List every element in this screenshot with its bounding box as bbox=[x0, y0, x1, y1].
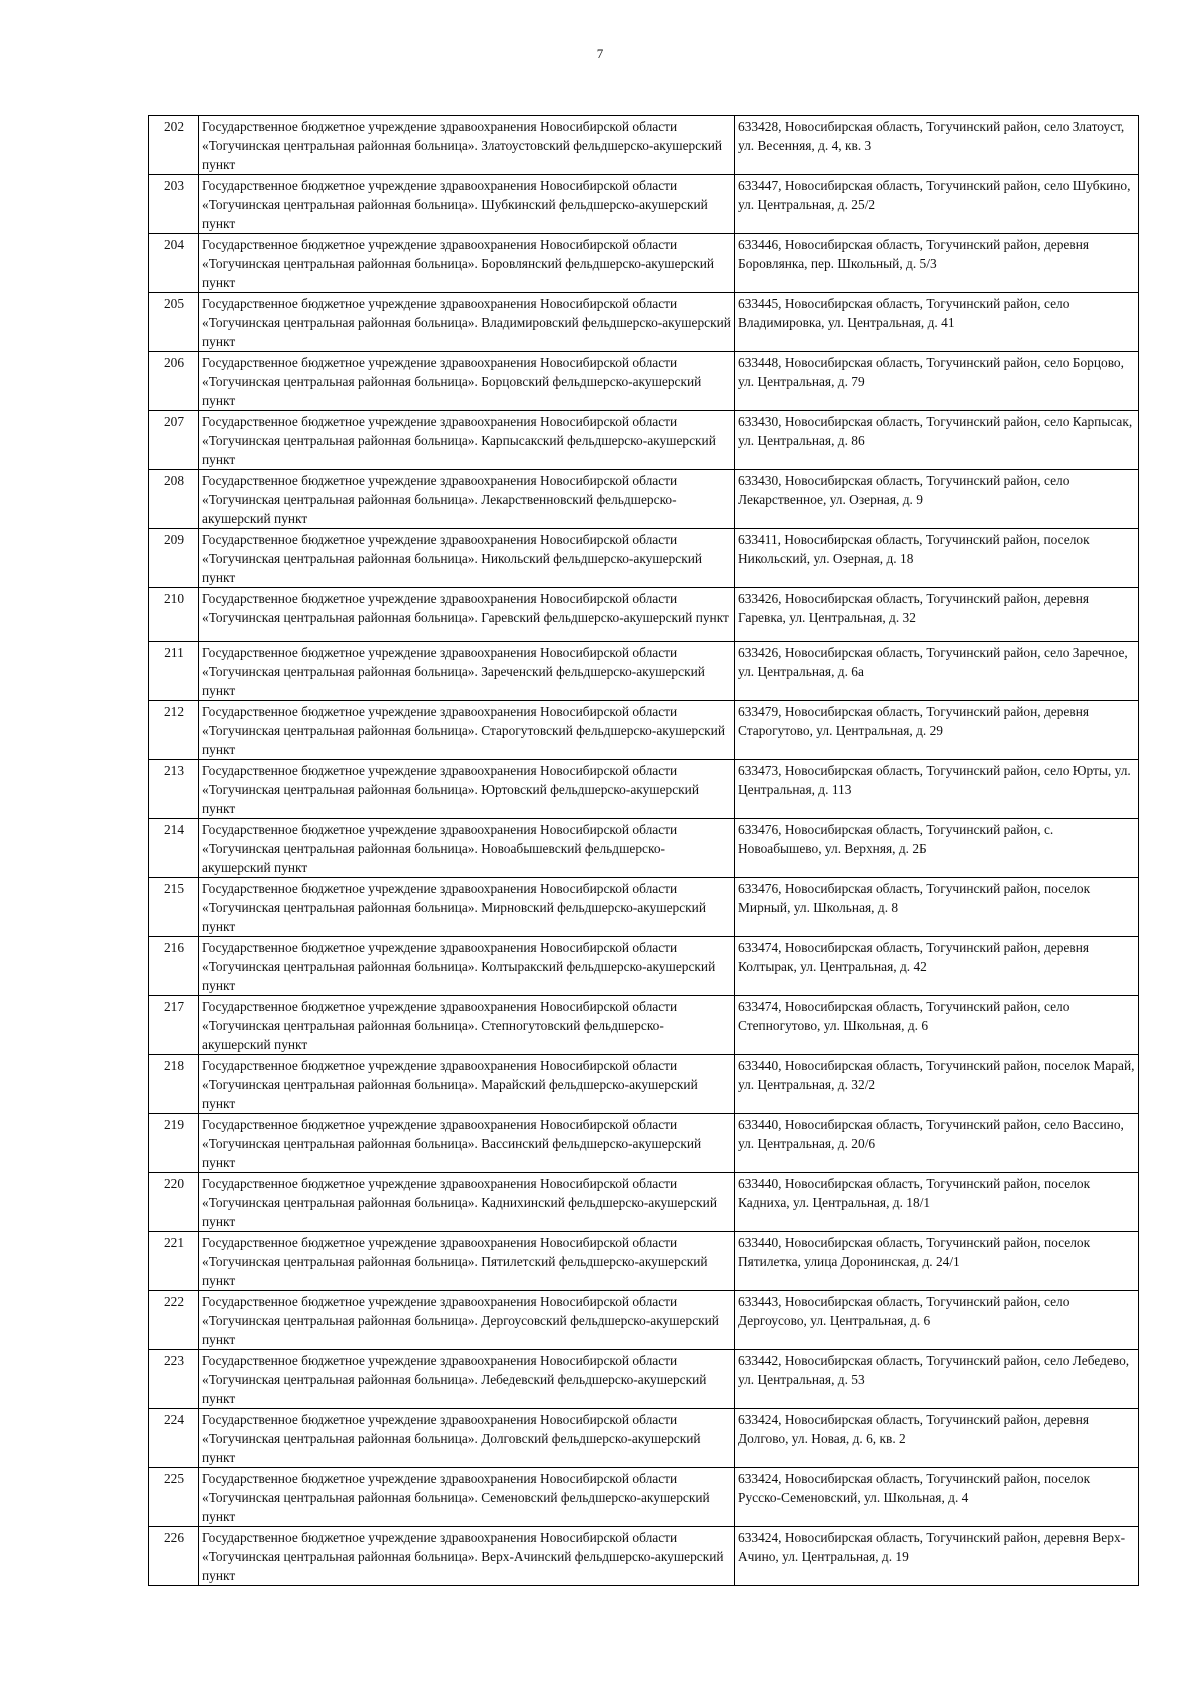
facility-address: 633473, Новосибирская область, Тогучинский район, село Юрты, ул. Центральная, д. 113 bbox=[735, 760, 1139, 819]
facility-name: Государственное бюджетное учреждение здравоохранения Новосибирской области «Тогучинская центральная районная больница». Каднихинский фельдшерско-акушерский пункт bbox=[199, 1173, 735, 1232]
row-number: 204 bbox=[149, 234, 199, 293]
table-row bbox=[149, 642, 1139, 701]
facility-name: Государственное бюджетное учреждение здравоохранения Новосибирской области «Тогучинская центральная районная больница». Семеновский фельдшерско-акушерский пункт bbox=[199, 1468, 735, 1527]
facility-address: 633440, Новосибирская область, Тогучинский район, поселок Пятилетка, улица Доронинская, д. 24/1 bbox=[735, 1232, 1139, 1291]
facility-address: 633428, Новосибирская область, Тогучинский район, село Златоуст, ул. Весенняя, д. 4, кв. 3 bbox=[735, 116, 1139, 175]
row-number: 205 bbox=[149, 293, 199, 352]
facility-name: Государственное бюджетное учреждение здравоохранения Новосибирской области «Тогучинская центральная районная больница». Борцовский фельдшерско-акушерский пункт bbox=[199, 352, 735, 411]
row-number: 213 bbox=[149, 760, 199, 819]
row-number: 220 bbox=[149, 1173, 199, 1232]
row-number: 221 bbox=[149, 1232, 199, 1291]
table-row bbox=[149, 470, 1139, 529]
facility-name: Государственное бюджетное учреждение здравоохранения Новосибирской области «Тогучинская центральная районная больница». Старогутовский фельдшерско-акушерский пункт bbox=[199, 701, 735, 760]
facility-name: Государственное бюджетное учреждение здравоохранения Новосибирской области «Тогучинская центральная районная больница». Лекарственновский фельдшерско-акушерский пункт bbox=[199, 470, 735, 529]
facility-name: Государственное бюджетное учреждение здравоохранения Новосибирской области «Тогучинская центральная районная больница». Дергоусовский фельдшерско-акушерский пункт bbox=[199, 1291, 735, 1350]
facility-name: Государственное бюджетное учреждение здравоохранения Новосибирской области «Тогучинская центральная районная больница». Боровлянский фельдшерско-акушерский пункт bbox=[199, 234, 735, 293]
facility-address: 633430, Новосибирская область, Тогучинский район, село Лекарственное, ул. Озерная, д. 9 bbox=[735, 470, 1139, 529]
row-number: 224 bbox=[149, 1409, 199, 1468]
facility-name: Государственное бюджетное учреждение здравоохранения Новосибирской области «Тогучинская центральная районная больница». Марайский фельдшерско-акушерский пункт bbox=[199, 1055, 735, 1114]
facility-address: 633440, Новосибирская область, Тогучинский район, село Вассино, ул. Центральная, д. 20/6 bbox=[735, 1114, 1139, 1173]
table-row bbox=[149, 1527, 1139, 1586]
table-row bbox=[149, 529, 1139, 588]
table-row bbox=[149, 588, 1139, 642]
facility-address: 633474, Новосибирская область, Тогучинский район, село Степногутово, ул. Школьная, д. 6 bbox=[735, 996, 1139, 1055]
table-row bbox=[149, 1114, 1139, 1173]
table-row bbox=[149, 411, 1139, 470]
table-row bbox=[149, 701, 1139, 760]
facility-address: 633430, Новосибирская область, Тогучинский район, село Карпысак, ул. Центральная, д. 86 bbox=[735, 411, 1139, 470]
row-number: 202 bbox=[149, 116, 199, 175]
facility-name: Государственное бюджетное учреждение здравоохранения Новосибирской области «Тогучинская центральная районная больница». Колтыракский фельдшерско-акушерский пункт bbox=[199, 937, 735, 996]
row-number: 212 bbox=[149, 701, 199, 760]
row-number: 216 bbox=[149, 937, 199, 996]
row-number: 208 bbox=[149, 470, 199, 529]
facility-name: Государственное бюджетное учреждение здравоохранения Новосибирской области «Тогучинская центральная районная больница». Новоабышевский фельдшерско-акушерский пункт bbox=[199, 819, 735, 878]
row-number: 206 bbox=[149, 352, 199, 411]
table-row bbox=[149, 937, 1139, 996]
facility-address: 633479, Новосибирская область, Тогучинский район, деревня Старогутово, ул. Центральная, д. 29 bbox=[735, 701, 1139, 760]
facility-address: 633448, Новосибирская область, Тогучинский район, село Борцово, ул. Центральная, д. 79 bbox=[735, 352, 1139, 411]
row-number: 214 bbox=[149, 819, 199, 878]
table-row bbox=[149, 293, 1139, 352]
facility-name: Государственное бюджетное учреждение здравоохранения Новосибирской области «Тогучинская центральная районная больница». Никольский фельдшерско-акушерский пункт bbox=[199, 529, 735, 588]
table-row bbox=[149, 1055, 1139, 1114]
row-number: 218 bbox=[149, 1055, 199, 1114]
table-row bbox=[149, 1468, 1139, 1527]
table-row bbox=[149, 760, 1139, 819]
row-number: 209 bbox=[149, 529, 199, 588]
facility-address: 633443, Новосибирская область, Тогучинский район, село Дергоусово, ул. Центральная, д. 6 bbox=[735, 1291, 1139, 1350]
facility-address: 633424, Новосибирская область, Тогучинский район, деревня Долгово, ул. Новая, д. 6, кв. 2 bbox=[735, 1409, 1139, 1468]
facility-name: Государственное бюджетное учреждение здравоохранения Новосибирской области «Тогучинская центральная районная больница». Мирновский фельдшерско-акушерский пункт bbox=[199, 878, 735, 937]
row-number: 211 bbox=[149, 642, 199, 701]
page-number: 7 bbox=[596, 46, 604, 61]
table-row bbox=[149, 996, 1139, 1055]
facility-address: 633446, Новосибирская область, Тогучинский район, деревня Боровлянка, пер. Школьный, д. 5/3 bbox=[735, 234, 1139, 293]
facility-name: Государственное бюджетное учреждение здравоохранения Новосибирской области «Тогучинская центральная районная больница». Юртовский фельдшерско-акушерский пункт bbox=[199, 760, 735, 819]
table-row bbox=[149, 819, 1139, 878]
table-row bbox=[149, 234, 1139, 293]
facility-address: 633445, Новосибирская область, Тогучинский район, село Владимировка, ул. Центральная, д. 41 bbox=[735, 293, 1139, 352]
table-row bbox=[149, 1291, 1139, 1350]
table-row bbox=[149, 878, 1139, 937]
table-row bbox=[149, 1350, 1139, 1409]
facility-address: 633476, Новосибирская область, Тогучинский район, с. Новоабышево, ул. Верхняя, д. 2Б bbox=[735, 819, 1139, 878]
facility-address: 633474, Новосибирская область, Тогучинский район, деревня Колтырак, ул. Центральная, д. 42 bbox=[735, 937, 1139, 996]
facility-address: 633424, Новосибирская область, Тогучинский район, поселок Русско-Семеновский, ул. Школьная, д. 4 bbox=[735, 1468, 1139, 1527]
facility-address: 633442, Новосибирская область, Тогучинский район, село Лебедево, ул. Центральная, д. 53 bbox=[735, 1350, 1139, 1409]
row-number: 207 bbox=[149, 411, 199, 470]
table-row bbox=[149, 1173, 1139, 1232]
row-number: 203 bbox=[149, 175, 199, 234]
facility-registry-table bbox=[148, 115, 1139, 1586]
row-number: 223 bbox=[149, 1350, 199, 1409]
table-body bbox=[149, 116, 1139, 1586]
facility-address: 633426, Новосибирская область, Тогучинский район, село Заречное, ул. Центральная, д. 6а bbox=[735, 642, 1139, 701]
facility-name: Государственное бюджетное учреждение здравоохранения Новосибирской области «Тогучинская центральная районная больница». Карпысакский фельдшерско-акушерский пункт bbox=[199, 411, 735, 470]
facility-name: Государственное бюджетное учреждение здравоохранения Новосибирской области «Тогучинская центральная районная больница». Вассинский фельдшерско-акушерский пункт bbox=[199, 1114, 735, 1173]
facility-name: Государственное бюджетное учреждение здравоохранения Новосибирской области «Тогучинская центральная районная больница». Лебедевский фельдшерско-акушерский пункт bbox=[199, 1350, 735, 1409]
row-number: 222 bbox=[149, 1291, 199, 1350]
table-row bbox=[149, 1409, 1139, 1468]
facility-name: Государственное бюджетное учреждение здравоохранения Новосибирской области «Тогучинская центральная районная больница». Пятилетский фельдшерско-акушерский пункт bbox=[199, 1232, 735, 1291]
facility-name: Государственное бюджетное учреждение здравоохранения Новосибирской области «Тогучинская центральная районная больница». Долговский фельдшерско-акушерский пункт bbox=[199, 1409, 735, 1468]
facility-name: Государственное бюджетное учреждение здравоохранения Новосибирской области «Тогучинская центральная районная больница». Владимировский фельдшерско-акушерский пункт bbox=[199, 293, 735, 352]
row-number: 219 bbox=[149, 1114, 199, 1173]
facility-name: Государственное бюджетное учреждение здравоохранения Новосибирской области «Тогучинская центральная районная больница». Зареченский фельдшерско-акушерский пункт bbox=[199, 642, 735, 701]
table-row bbox=[149, 352, 1139, 411]
row-number: 225 bbox=[149, 1468, 199, 1527]
facility-name: Государственное бюджетное учреждение здравоохранения Новосибирской области «Тогучинская центральная районная больница». Шубкинский фельдшерско-акушерский пункт bbox=[199, 175, 735, 234]
row-number: 210 bbox=[149, 588, 199, 642]
table-row bbox=[149, 116, 1139, 175]
facility-address: 633447, Новосибирская область, Тогучинский район, село Шубкино, ул. Центральная, д. 25/2 bbox=[735, 175, 1139, 234]
row-number: 215 bbox=[149, 878, 199, 937]
table-row bbox=[149, 1232, 1139, 1291]
table-row bbox=[149, 175, 1139, 234]
facility-address: 633440, Новосибирская область, Тогучинский район, поселок Кадниха, ул. Центральная, д. 18/1 bbox=[735, 1173, 1139, 1232]
facility-address: 633476, Новосибирская область, Тогучинский район, поселок Мирный, ул. Школьная, д. 8 bbox=[735, 878, 1139, 937]
facility-address: 633411, Новосибирская область, Тогучинский район, поселок Никольский, ул. Озерная, д. 18 bbox=[735, 529, 1139, 588]
facility-address: 633424, Новосибирская область, Тогучинский район, деревня Верх-Ачино, ул. Центральная, д. 19 bbox=[735, 1527, 1139, 1586]
facility-name: Государственное бюджетное учреждение здравоохранения Новосибирской области «Тогучинская центральная районная больница». Златоустовский фельдшерско-акушерский пункт bbox=[199, 116, 735, 175]
facility-name: Государственное бюджетное учреждение здравоохранения Новосибирской области «Тогучинская центральная районная больница». Степногутовский фельдшерско-акушерский пункт bbox=[199, 996, 735, 1055]
facility-name: Государственное бюджетное учреждение здравоохранения Новосибирской области «Тогучинская центральная районная больница». Гаревский фельдшерско-акушерский пункт bbox=[199, 588, 735, 642]
row-number: 217 bbox=[149, 996, 199, 1055]
row-number: 226 bbox=[149, 1527, 199, 1586]
facility-address: 633440, Новосибирская область, Тогучинский район, поселок Марай, ул. Центральная, д. 32/2 bbox=[735, 1055, 1139, 1114]
facility-address: 633426, Новосибирская область, Тогучинский район, деревня Гаревка, ул. Центральная, д. 32 bbox=[735, 588, 1139, 642]
facility-name: Государственное бюджетное учреждение здравоохранения Новосибирской области «Тогучинская центральная районная больница». Верх-Ачинский фельдшерско-акушерский пункт bbox=[199, 1527, 735, 1586]
